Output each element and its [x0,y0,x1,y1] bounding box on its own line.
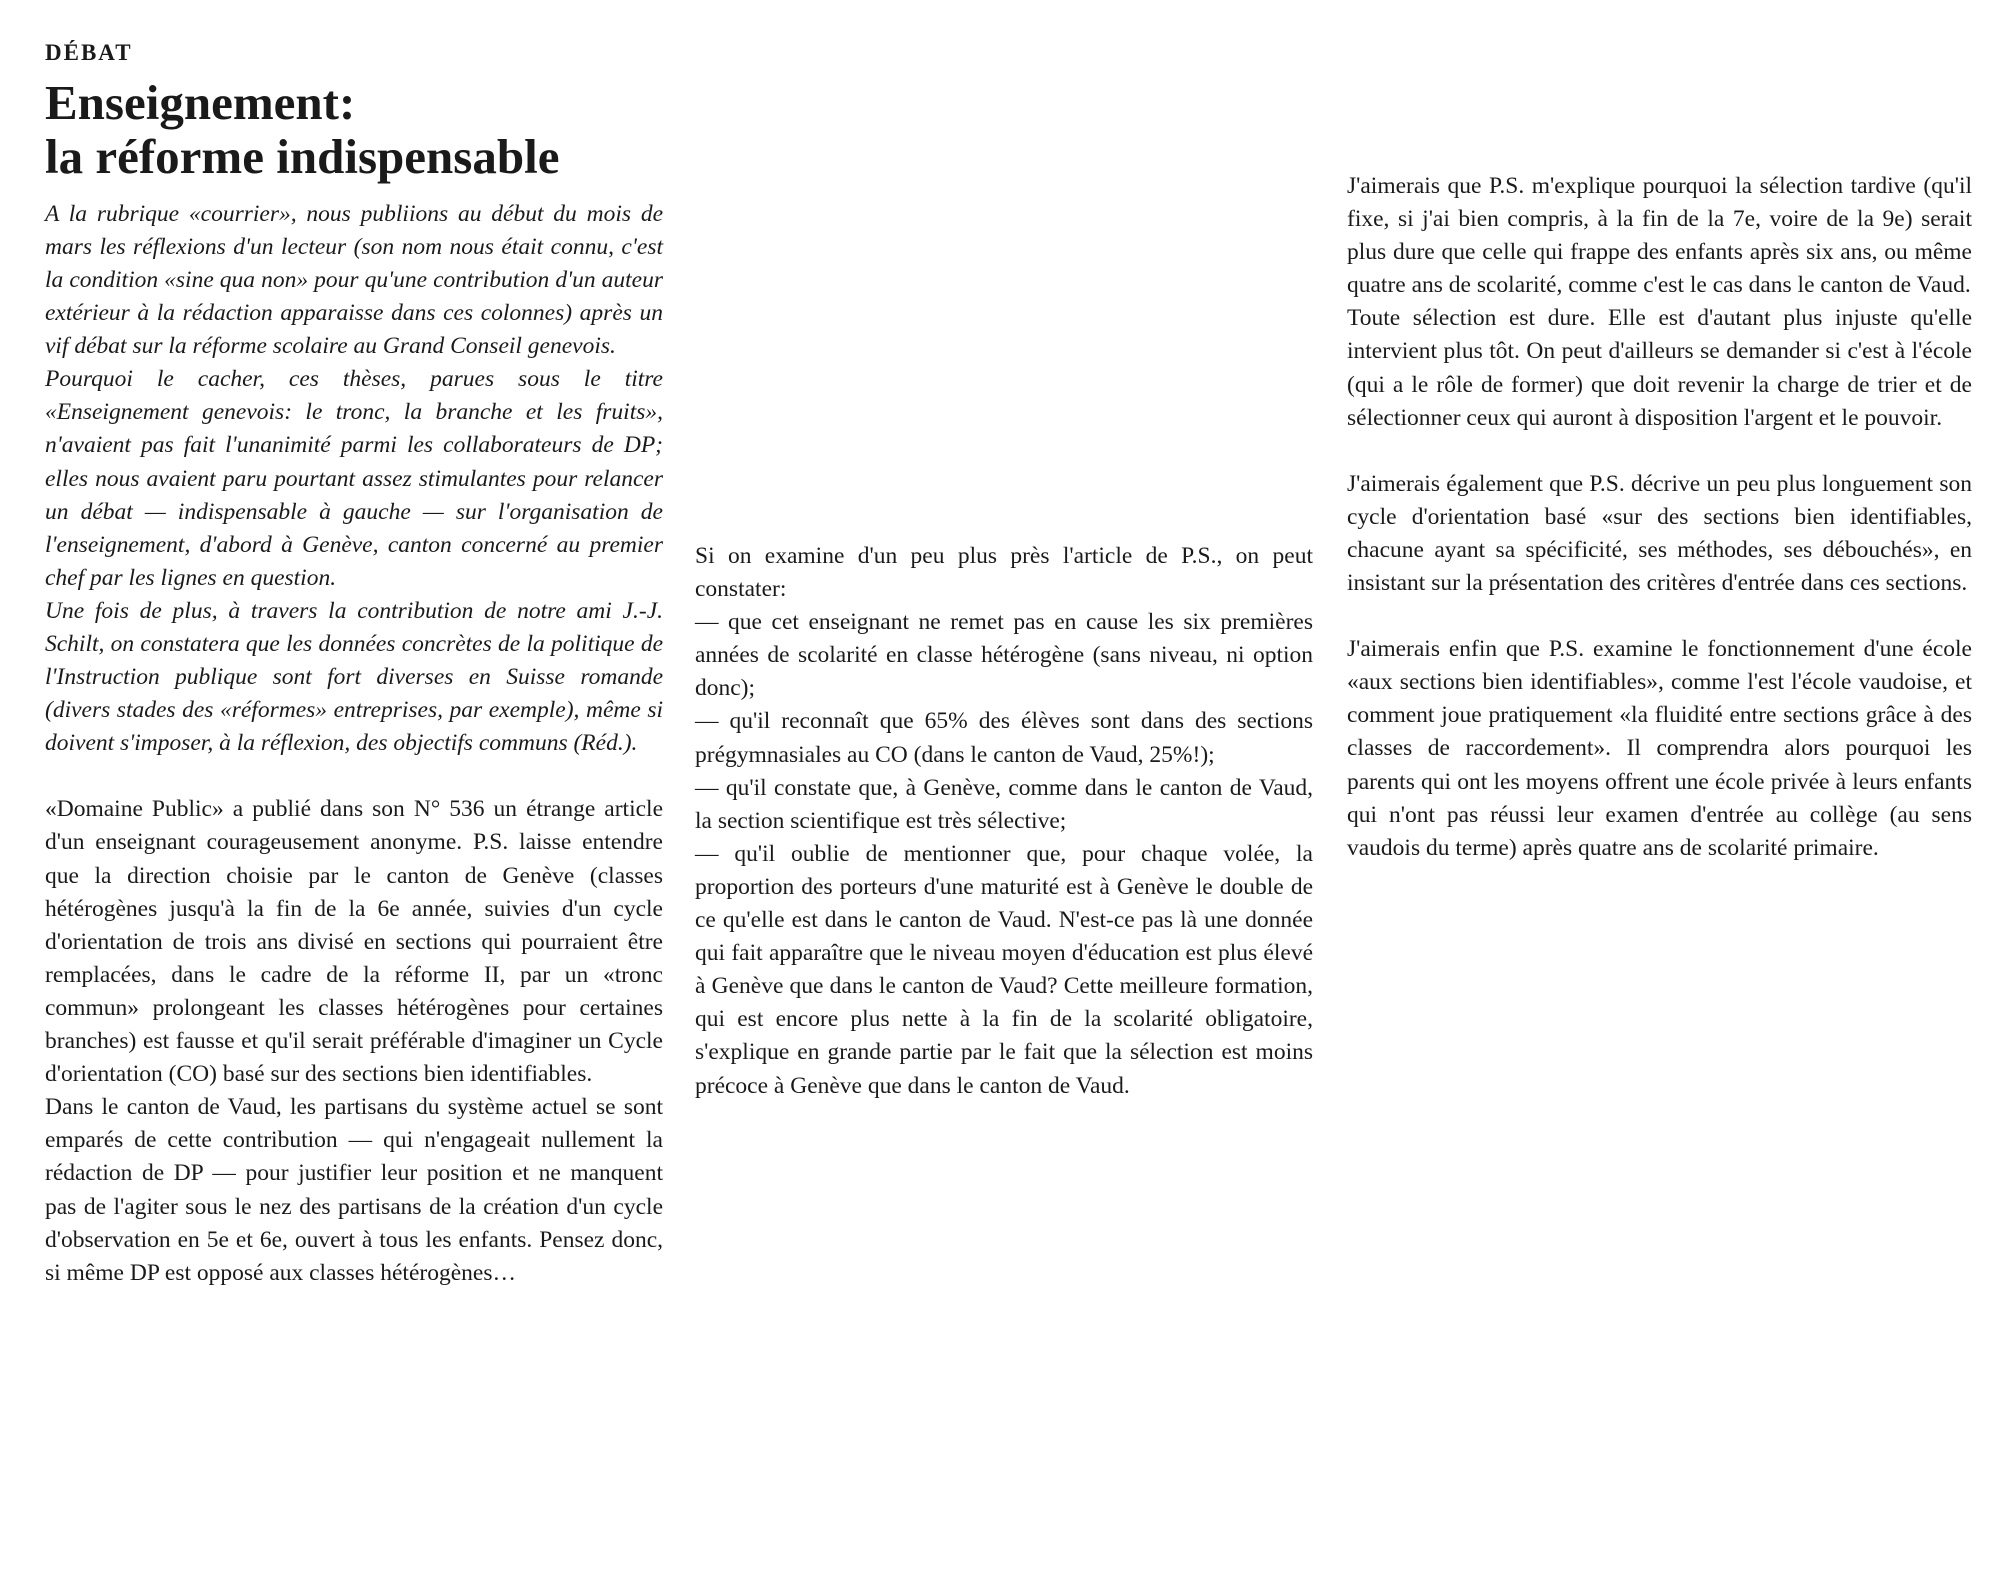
lead-paragraph: Une fois de plus, à travers la contribution de notre ami J.-J. Schilt, on constatera que les données concrètes de la politique de l'Instruction publique sont fort diverses en Suisse romande (divers stades des «réformes» entreprises, par exemple), même si doivent s'imposer, à la réflexion, des objectifs communs (Réd.). [45,597,663,757]
list-item: — qu'il constate que, à Genève, comme dans le canton de Vaud, la section scientifique est très sélective; [695,774,1313,834]
body-paragraph: J'aimerais également que P.S. décrive un peu plus longuement son cycle d'orientation basé «sur des sections bien identifiables, chacune ayant sa spécificité, ses méthodes, ses débouchés», en insistant sur la présentation des critères d'entrée dans ces sections. [1347,470,1972,597]
list-item: — que cet enseignant ne remet pas en cause les six premières années de scolarité en classe hétérogène (sans niveau, ni option donc); [695,609,1313,702]
body-paragraph: Si on examine d'un peu plus près l'article de P.S., on peut constater: [695,543,1313,603]
list-item: — qu'il oublie de mentionner que, pour chaque volée, la proportion des porteurs d'une maturité est à Genève le double de ce qu'elle est dans le canton de Vaud. N'est-ce pas là une donnée qui fait apparaître que le niveau moyen d'éducation est plus élevé à Genève que dans le canton de Vaud? Cette meilleure formation, qui est encore plus nette à la fin de la scolarité obligatoire, s'explique en grande partie par le fait que la sélection est moins précoce à Genève que dans le canton de Vaud. [695,840,1313,1099]
spacer [45,760,663,793]
article-headline [45,76,663,184]
spacer [1347,435,1972,468]
column-1 [45,40,663,1290]
body-paragraph: J'aimerais enfin que P.S. examine le fonctionnement d'une école «aux sections bien identifiables», comme l'est l'école vaudoise, et comment joue pratiquement «la fluidité entre sections grâce à des classes de raccordement». Il comprendra alors pourquoi les parents qui ont les moyens offrent une école privée à leurs enfants qui n'ont pas réussi leur examen d'entrée au collège (au sens vaudois du terme) après quatre ans de scolarité primaire. [1347,636,1972,861]
column-3 [1347,170,1972,865]
headline-line-1: Enseignement: [45,75,356,130]
body-paragraph: Dans le canton de Vaud, les partisans du système actuel se sont emparés de cette contribution — qui n'engageait nullement la rédaction de DP — pour justifier leur position et ne manquent pas de l'agiter sous le nez des partisans de la création d'un cycle d'observation en 5e et 6e, ouvert à tous les enfants. Pensez donc, si même DP est opposé aux classes hétérogènes… [45,1094,663,1286]
article-kicker: DÉBAT [45,40,133,65]
body-paragraph: Toute sélection est dure. Elle est d'autant plus injuste qu'elle intervient plus tôt. On peut d'ailleurs se demander si c'est à l'école (qui a le rôle de former) que doit revenir la charge de trier et de sélectionner ceux qui auront à disposition l'argent et le pouvoir. [1347,305,1972,431]
body-paragraph: «Domaine Public» a publié dans son N° 536 un étrange article d'un enseignant courageusement anonyme. P.S. laisse entendre que la direction choisie par le canton de Genève (classes hétérogènes jusqu'à la fin de la 6e année, suivies d'un cycle d'orientation de trois ans divisé en sections qui pourraient être remplacées, dans le cadre de la réforme II, par un «tronc commun» prolongeant les classes hétérogènes pour certaines branches) est fausse et qu'il serait préférable d'imaginer un Cycle d'orientation (CO) basé sur des sections bien identifiables. [45,796,663,1088]
lead-paragraph: Pourquoi le cacher, ces thèses, parues sous le titre «Enseignement genevois: le tronc, la branche et les fruits», n'avaient pas fait l'unanimité parmi les collaborateurs de DP; elles nous avaient paru pourtant assez stimulantes pour relancer un débat — indispensable à gauche — sur l'organisation de l'enseignement, d'abord à Genève, canton concerné au premier chef par les lignes en question. [45,366,663,591]
lead-paragraph: A la rubrique «courrier», nous publiions au début du mois de mars les réflexions d'un lecteur (son nom nous était connu, c'est la condition «sine qua non» pour qu'une contribution d'un auteur extérieur à la rédaction apparaisse dans ces colonnes) après un vif débat sur la réforme scolaire au Grand Conseil genevois. [45,200,663,360]
list-item: — qu'il reconnaît que 65% des élèves sont dans des sections prégymnasiales au CO (dans le canton de Vaud, 25%!); [695,708,1313,768]
spacer [1347,600,1972,633]
body-paragraph: J'aimerais que P.S. m'explique pourquoi la sélection tardive (qu'il fixe, si j'ai bien compris, à la fin de la 7e, voire de la 9e) serait plus dure que celle qui frappe des enfants après six ans, ou même quatre ans de scolarité, comme c'est le cas dans le canton de Vaud. [1347,173,1972,299]
column-2 [695,540,1313,1103]
headline-line-2: la réforme indispensable [45,128,560,184]
